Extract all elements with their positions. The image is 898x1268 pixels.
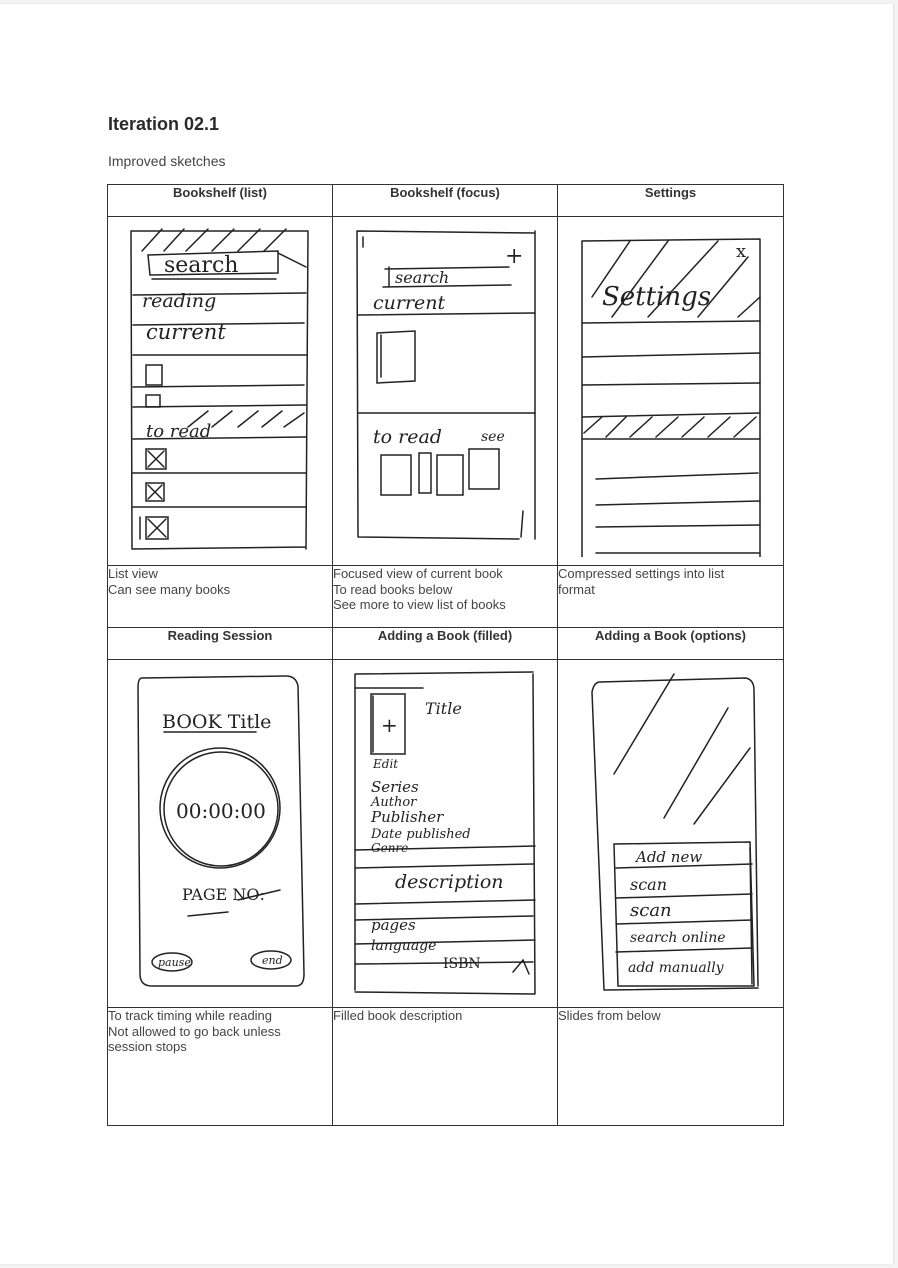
sketch-word-settings: Settings bbox=[602, 282, 712, 312]
sketch-bookshelf-list bbox=[108, 217, 333, 566]
close-icon: x bbox=[736, 241, 747, 262]
description-row bbox=[108, 566, 784, 628]
description-cell bbox=[333, 566, 558, 628]
sketch-table bbox=[107, 184, 784, 1126]
sketch-reading-session bbox=[108, 660, 333, 1008]
column-header: Adding a Book (filled) bbox=[333, 628, 558, 660]
sketch-word-plus: + bbox=[505, 244, 524, 269]
column-header: Adding a Book (options) bbox=[558, 628, 784, 660]
description-line: Focused view of current book bbox=[333, 566, 503, 581]
adding-options-sketch bbox=[578, 668, 763, 998]
sketch-word-genre: Genre bbox=[371, 841, 409, 855]
sketch-word-isbn: ISBN bbox=[443, 956, 481, 972]
sketch-word-scan: scan bbox=[630, 875, 668, 894]
sketch-bookshelf-focus bbox=[333, 217, 558, 566]
sketch-word-pause: pause bbox=[158, 956, 191, 969]
header-row bbox=[108, 185, 784, 217]
sketch-word-search-online: search online bbox=[630, 930, 726, 946]
description-row bbox=[108, 1008, 784, 1126]
sketch-word-timer: 00:00:00 bbox=[176, 799, 266, 823]
description-line: See more to view list of books bbox=[333, 597, 506, 612]
column-header: Reading Session bbox=[108, 628, 333, 660]
reading-session-sketch bbox=[128, 668, 313, 998]
sketch-word-publisher: Publisher bbox=[371, 808, 444, 826]
header-row bbox=[108, 628, 784, 660]
page-subtitle: Improved sketches bbox=[108, 153, 226, 169]
bookshelf-list-sketch bbox=[128, 227, 313, 557]
sketch-word-pages: pages bbox=[371, 916, 416, 934]
bookshelf-focus-sketch bbox=[353, 227, 538, 557]
column-header: Settings bbox=[558, 185, 784, 217]
adding-filled-sketch bbox=[353, 668, 538, 998]
sketch-word-see: see bbox=[481, 429, 505, 445]
column-header: Bookshelf (list) bbox=[108, 185, 333, 217]
sketch-word-search: search bbox=[395, 268, 450, 287]
description-line: Slides from below bbox=[558, 1008, 661, 1023]
description-cell bbox=[108, 566, 333, 628]
sketch-word-to-read: to read bbox=[146, 421, 212, 442]
column-header: Bookshelf (focus) bbox=[333, 185, 558, 217]
sketch-word-to-read: to read bbox=[373, 426, 442, 448]
description-cell bbox=[558, 566, 784, 628]
description-line: Compressed settings into list bbox=[558, 566, 725, 581]
sketch-word-reading: reading bbox=[142, 290, 217, 312]
page-title: Iteration 02.1 bbox=[108, 114, 220, 134]
sketch-word-scan: scan bbox=[630, 900, 672, 921]
sketch-word-current: current bbox=[373, 292, 446, 314]
sketch-word-page-no: PAGE NO: bbox=[182, 885, 265, 904]
description-line: To read books below bbox=[333, 581, 453, 597]
description-cell bbox=[558, 1008, 784, 1126]
sketch-word-current: current bbox=[146, 320, 226, 344]
sketch-word-end: end bbox=[262, 954, 283, 967]
sketch-adding-options bbox=[558, 660, 784, 1008]
sketch-word-title: Title bbox=[425, 699, 462, 718]
sketch-word-edit: Edit bbox=[373, 757, 399, 771]
description-cell bbox=[108, 1008, 333, 1126]
sketch-word-search: search bbox=[164, 253, 239, 278]
sketch-word-book-title: BOOK Title bbox=[162, 711, 272, 733]
description-line: Can see many books bbox=[108, 581, 231, 597]
description-line: session stops bbox=[108, 1039, 187, 1054]
sketch-adding-filled bbox=[333, 660, 558, 1008]
sketch-word-date-published: Date published bbox=[371, 827, 471, 842]
sketch-word-series: Series bbox=[371, 778, 419, 796]
sketch-row bbox=[108, 660, 784, 1008]
sketch-row bbox=[108, 217, 784, 566]
sketch-word-description: description bbox=[395, 871, 504, 893]
settings-sketch bbox=[578, 227, 763, 557]
description-line: List view bbox=[108, 566, 158, 581]
sketch-settings bbox=[558, 217, 784, 566]
description-cell bbox=[333, 1008, 558, 1126]
sketch-word-language: language bbox=[371, 938, 437, 954]
description-line: Not allowed to go back unless bbox=[108, 1023, 281, 1039]
description-line: format bbox=[558, 581, 595, 597]
sketch-word-add-manually: add manually bbox=[628, 960, 724, 976]
sketch-word-author: Author bbox=[371, 795, 417, 810]
description-line: To track timing while reading bbox=[108, 1008, 273, 1023]
sketch-word-plus: + bbox=[381, 713, 398, 737]
description-line: Filled book description bbox=[333, 1008, 463, 1023]
sketch-word-add-new: Add new bbox=[636, 848, 703, 866]
